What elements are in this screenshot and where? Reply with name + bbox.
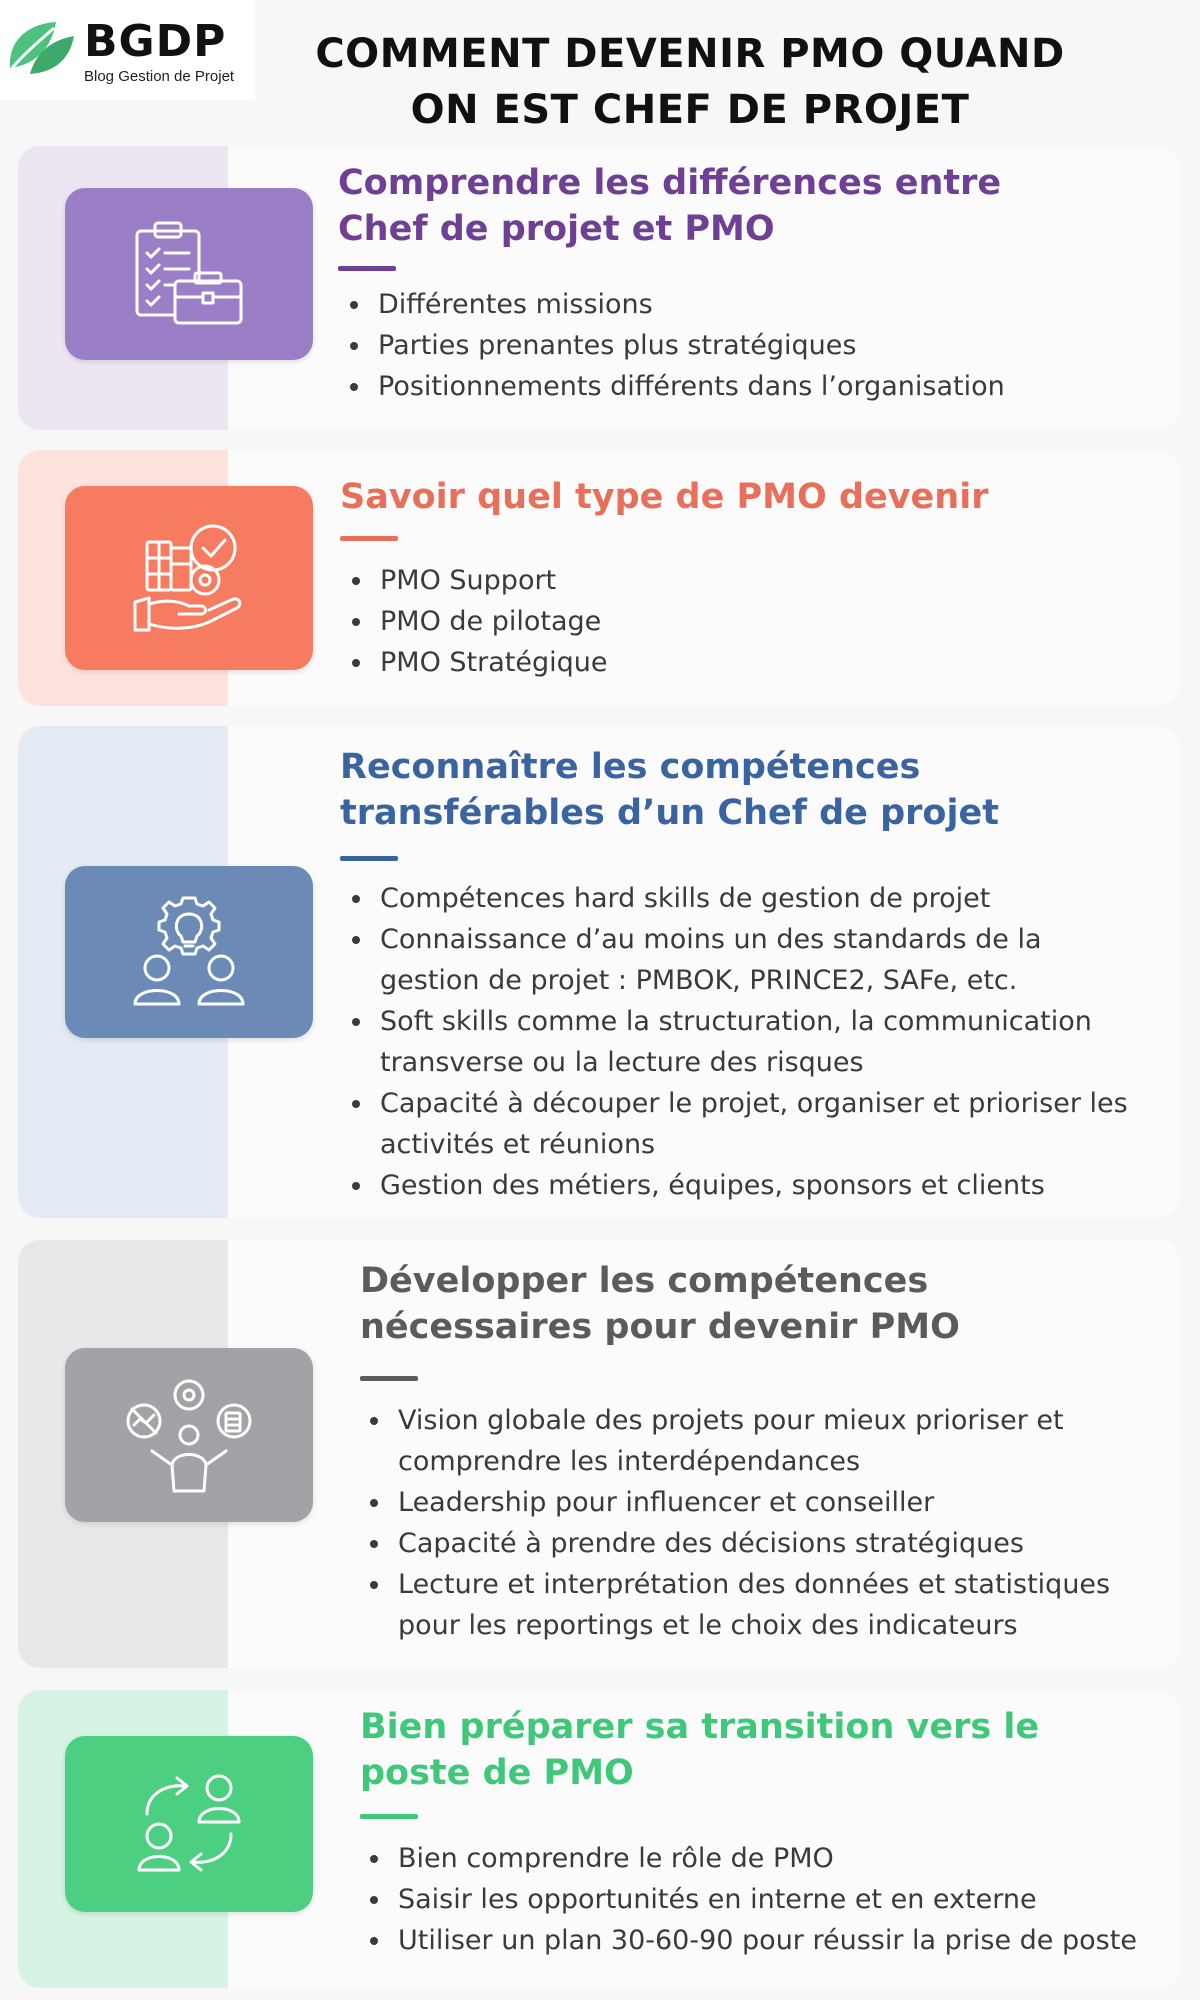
- bullet-text: Capacité à prendre des décisions stratégiques: [398, 1528, 1024, 1559]
- bullet-text: Bien comprendre le rôle de PMO: [398, 1843, 834, 1874]
- bullet-text: Gestion des métiers, équipes, sponsors et clients: [380, 1170, 1045, 1201]
- bullet-text: Saisir les opportunités en interne et en externe: [398, 1884, 1037, 1915]
- section-title-line: Développer les compétences: [360, 1261, 929, 1301]
- bullet-item: [350, 919, 1128, 1001]
- section-title-line: Comprendre les différences entre: [338, 163, 1002, 203]
- bullet-item: [350, 601, 607, 642]
- bullet-text: Leadership pour influencer et conseiller: [398, 1487, 935, 1518]
- bullet-text: Différentes missions: [378, 289, 653, 320]
- bullet-item: [368, 1400, 1110, 1482]
- section-underline: [360, 1814, 418, 1819]
- bullet-text: PMO de pilotage: [380, 606, 602, 637]
- page-title-line: ON EST CHEF DE PROJET: [410, 87, 970, 133]
- bullet-text: Utiliser un plan 30-60-90 pour réussir la prise de poste: [398, 1925, 1137, 1956]
- bullet-list: [368, 1400, 1110, 1646]
- section-title-line: nécessaires pour devenir PMO: [360, 1307, 960, 1347]
- bullet-text: Vision globale des projets pour mieux prioriser et: [398, 1405, 1064, 1436]
- hand-gear-check-icon: [129, 518, 249, 638]
- logo: [0, 0, 255, 100]
- section-icon-box: [65, 188, 313, 360]
- section-title: [340, 474, 988, 520]
- bullet-item: [350, 1165, 1128, 1206]
- bullet-item: [368, 1879, 1137, 1920]
- bullet-item: [368, 1564, 1110, 1646]
- bullet-text: Compétences hard skills de gestion de projet: [380, 883, 991, 914]
- section-card: [18, 726, 1180, 1218]
- bullet-list: [350, 878, 1128, 1206]
- section-underline: [360, 1376, 418, 1381]
- bullet-item: [368, 1838, 1137, 1879]
- section-title-line: poste de PMO: [360, 1753, 634, 1793]
- bullet-item: [368, 1523, 1110, 1564]
- bullet-list: [350, 560, 607, 683]
- section-card: [18, 1690, 1180, 1988]
- section-title: [340, 744, 999, 836]
- section-title: [360, 1704, 1039, 1796]
- section-title-line: Chef de projet et PMO: [338, 209, 775, 249]
- section-title-line: Savoir quel type de PMO devenir: [340, 477, 989, 517]
- section-underline: [338, 266, 396, 271]
- section-title-line: Reconnaître les compétences: [340, 747, 921, 787]
- bullet-item: [348, 284, 1005, 325]
- bullet-text: PMO Support: [380, 565, 557, 596]
- bullet-item: [348, 366, 1005, 407]
- juggling-person-icon: [124, 1375, 254, 1495]
- bullet-item: [350, 560, 607, 601]
- team-idea-icon: [129, 892, 249, 1012]
- bullet-item: [368, 1482, 1110, 1523]
- logo-name: BGDP: [84, 16, 227, 67]
- section-icon-box: [65, 1348, 313, 1522]
- page-title: [290, 26, 1090, 138]
- section-title-line: Bien préparer sa transition vers le: [360, 1707, 1040, 1747]
- section-icon-box: [65, 866, 313, 1038]
- bullet-list: [348, 284, 1005, 407]
- section-title: [360, 1258, 960, 1350]
- page-title-line: COMMENT DEVENIR PMO QUAND: [315, 31, 1065, 77]
- bullet-item: [350, 878, 1128, 919]
- bullet-text: comprendre les interdépendances: [398, 1446, 861, 1477]
- bullet-item: [350, 1001, 1128, 1083]
- bullet-text: gestion de projet : PMBOK, PRINCE2, SAFe, etc.: [380, 965, 1018, 996]
- logo-tagline: Blog Gestion de Projet: [84, 68, 235, 85]
- bullet-text: activités et réunions: [380, 1129, 656, 1160]
- bullet-item: [348, 325, 1005, 366]
- clipboard-briefcase-icon: [129, 219, 249, 329]
- bullet-text: Positionnements différents dans l’organisation: [378, 371, 1005, 402]
- section-title: [338, 160, 1001, 252]
- bullet-item: [368, 1920, 1137, 1961]
- bullet-text: pour les reportings et le choix des indicateurs: [398, 1610, 1018, 1641]
- leaf-logo-icon: [6, 18, 76, 76]
- bullet-text: Connaissance d’au moins un des standards de la: [380, 924, 1042, 955]
- section-card: [18, 1240, 1180, 1668]
- bullet-item: [350, 642, 607, 683]
- section-card: [18, 146, 1180, 430]
- section-underline: [340, 856, 398, 861]
- bullet-text: transverse ou la lecture des risques: [380, 1047, 864, 1078]
- people-exchange-icon: [129, 1764, 249, 1884]
- section-card: [18, 450, 1180, 706]
- bullet-text: Parties prenantes plus stratégiques: [378, 330, 857, 361]
- section-title-line: transférables d’un Chef de projet: [340, 793, 999, 833]
- section-underline: [340, 536, 398, 541]
- bullet-text: Capacité à découper le projet, organiser et prioriser les: [380, 1088, 1128, 1119]
- section-icon-box: [65, 486, 313, 670]
- bullet-text: Lecture et interprétation des données et statistiques: [398, 1569, 1111, 1600]
- bullet-text: PMO Stratégique: [380, 647, 608, 678]
- bullet-list: [368, 1838, 1137, 1961]
- bullet-text: Soft skills comme la structuration, la communication: [380, 1006, 1092, 1037]
- section-icon-box: [65, 1736, 313, 1912]
- bullet-item: [350, 1083, 1128, 1165]
